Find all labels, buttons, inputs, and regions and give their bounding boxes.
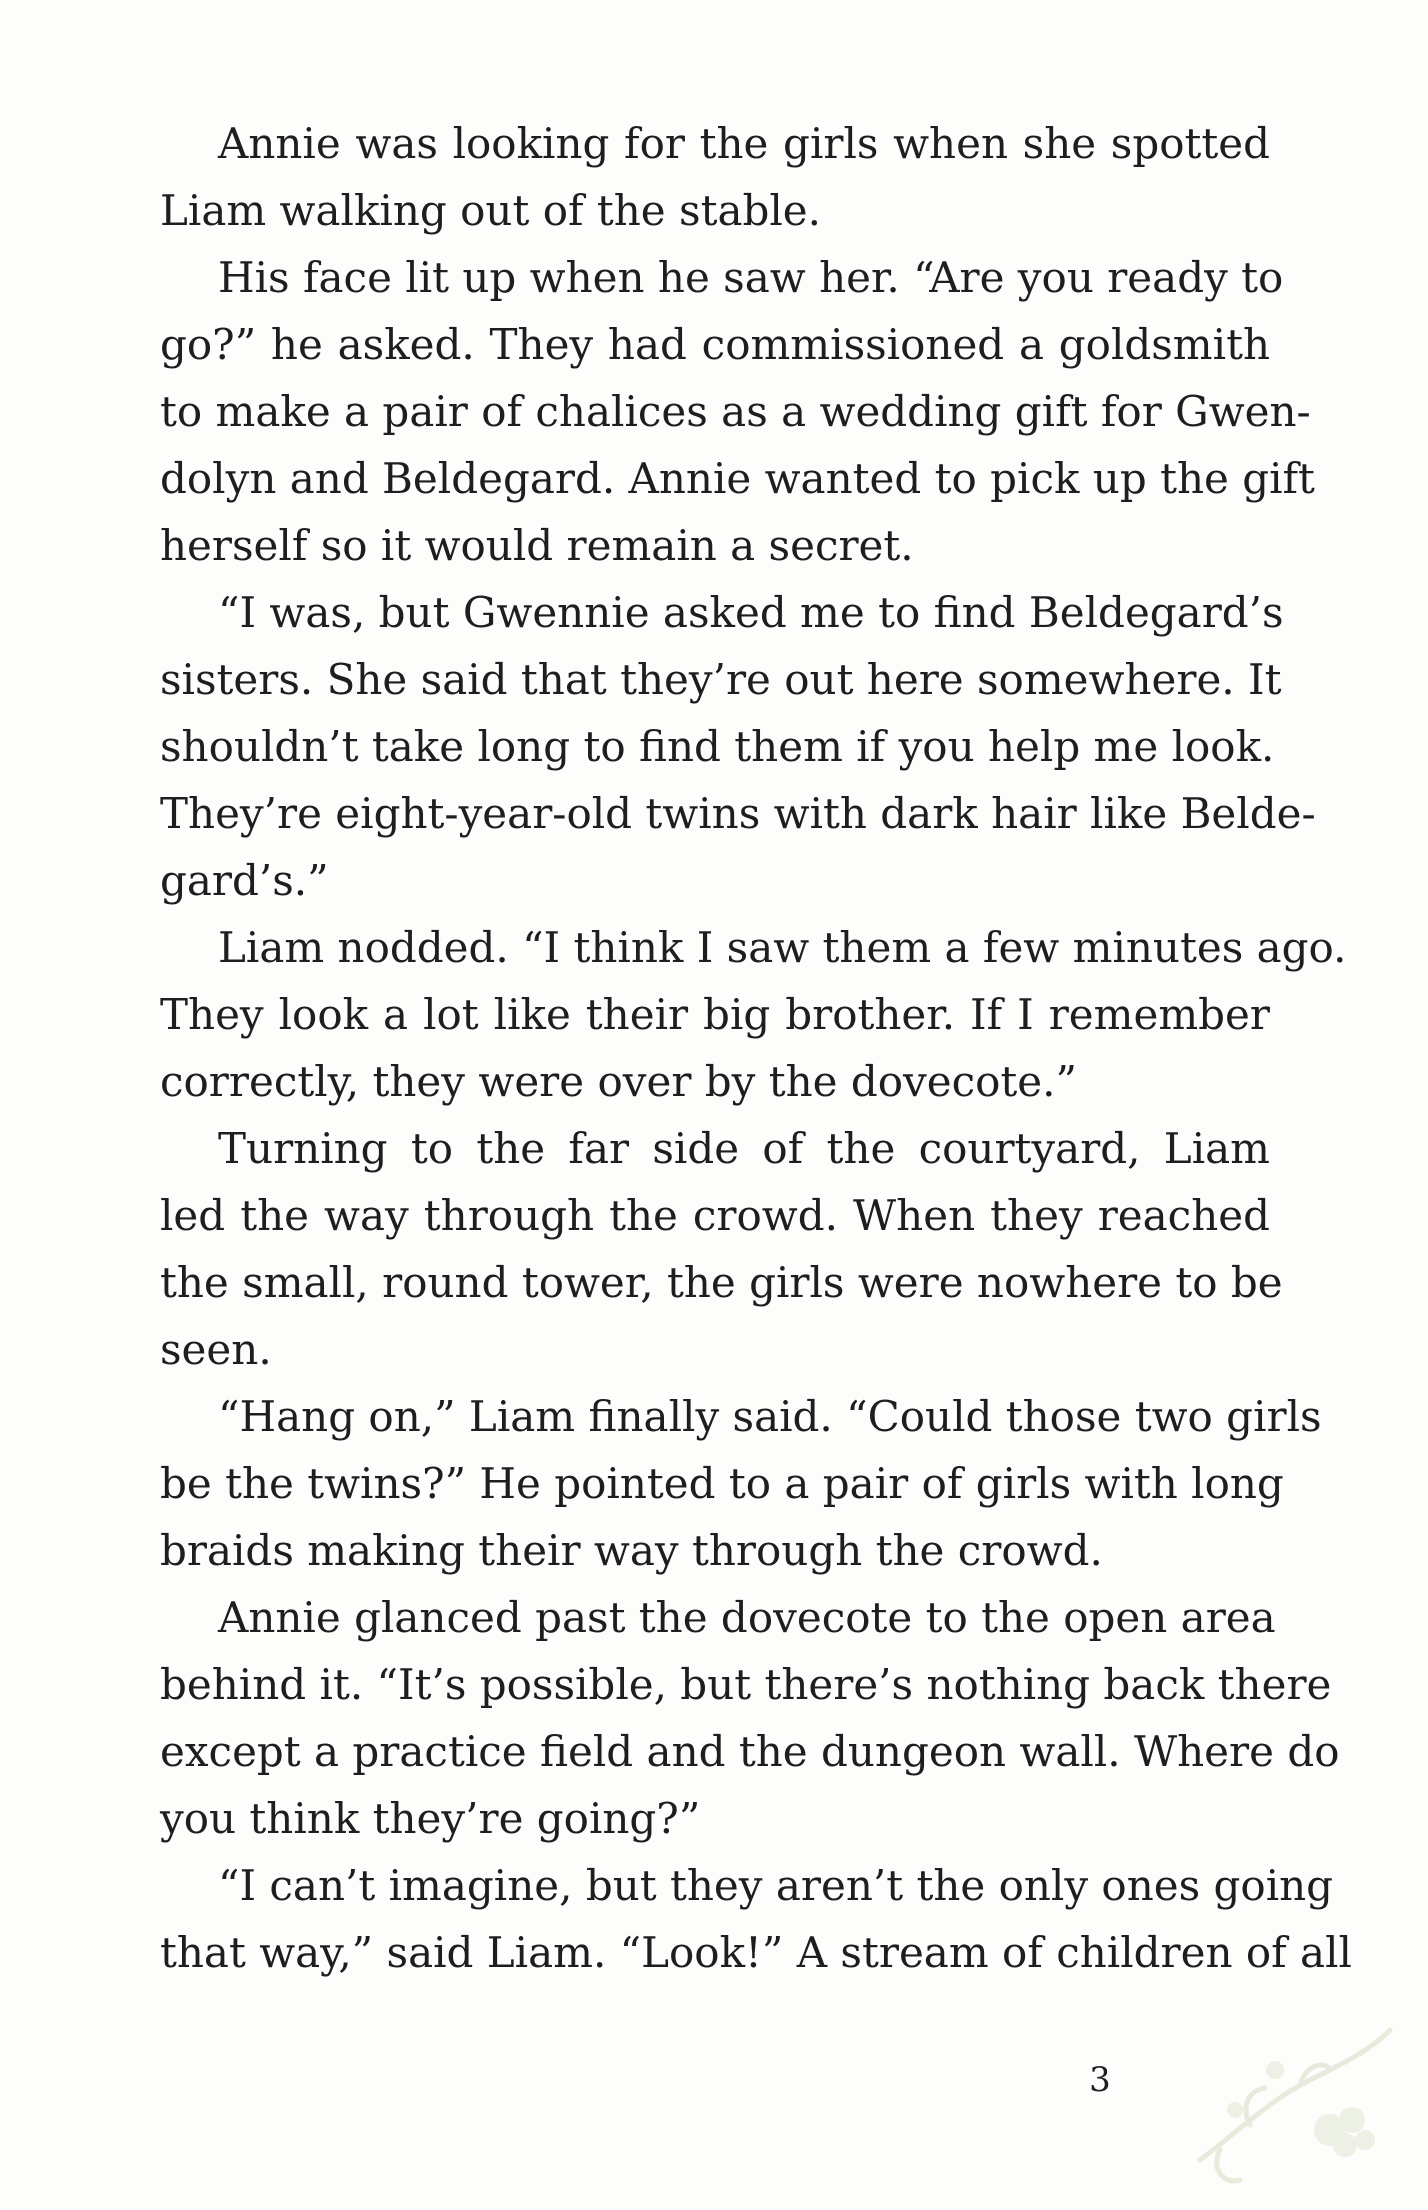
text-line: “Hang on,” Liam finally said. “Could those two girls [218,1392,1322,1441]
text-line: you think they’re going?” [160,1794,701,1843]
text-line: dolyn and Beldegard. Annie wanted to pick up the gift [160,454,1315,503]
text-line: Annie was looking for the girls when she spotted [218,119,1270,168]
text-line: that way,” said Liam. “Look!” A stream of children of all [160,1928,1352,1977]
page-number: 3 [1089,2060,1111,2100]
text-line: Liam walking out of the stable. [160,186,822,235]
text-line: correctly, they were over by the dovecote.” [160,1057,1077,1106]
text-line: be the twins?” He pointed to a pair of girls with long [160,1459,1284,1508]
text-line: except a practice field and the dungeon wall. Where do [160,1727,1340,1776]
text-line: “I can’t imagine, but they aren’t the only ones going [218,1861,1334,1910]
floral-vine-icon [1180,2010,1400,2200]
text-line: sisters. She said that they’re out here somewhere. It [160,655,1282,704]
text-line: “I was, but Gwennie asked me to find Beldegard’s [218,588,1284,637]
text-line: herself so it would remain a secret. [160,521,914,570]
text-line: braids making their way through the crowd. [160,1526,1103,1575]
text-line: the small, round tower, the girls were nowhere to be [160,1258,1283,1307]
text-line: Liam nodded. “I think I saw them a few minutes ago. [218,923,1347,972]
text-line: to make a pair of chalices as a wedding gift for Gwen- [160,387,1311,436]
text-line: gard’s.” [160,856,329,905]
text-line: They’re eight-year-old twins with dark hair like Belde- [160,789,1316,838]
text-line: led the way through the crowd. When they reached [160,1191,1270,1240]
text-line: seen. [160,1325,272,1374]
text-line: His face lit up when he saw her. “Are you ready to [218,253,1284,302]
text-line: go?” he asked. They had commissioned a goldsmith [160,320,1270,369]
text-line: They look a lot like their big brother. If I remember [160,990,1270,1039]
text-line: shouldn’t take long to find them if you help me look. [160,722,1275,771]
body-text [160,110,1352,1986]
text-line: behind it. “It’s possible, but there’s nothing back there [160,1660,1332,1709]
text-line: Turning to the far side of the courtyard, Liam [218,1124,1270,1173]
text-line: Annie glanced past the dovecote to the open area [218,1593,1276,1642]
